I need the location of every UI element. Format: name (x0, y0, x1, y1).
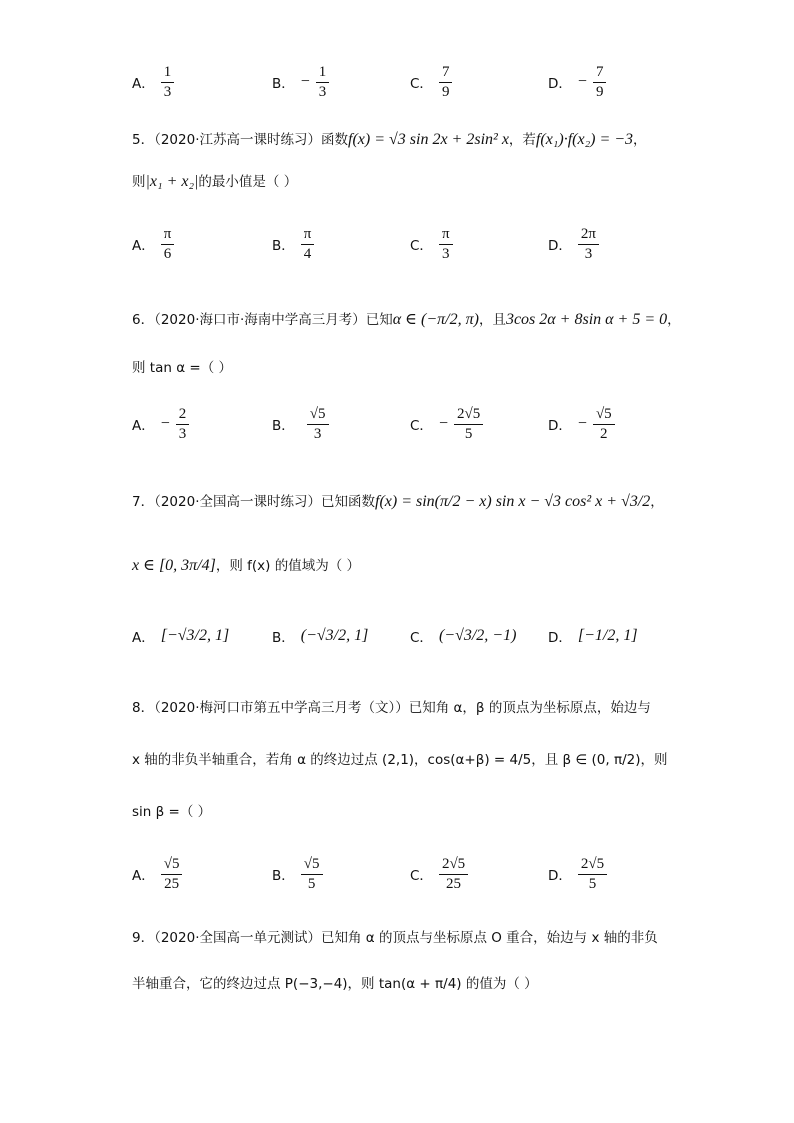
q8-option-c (410, 856, 468, 892)
option-label: D． (548, 238, 572, 254)
q7-option-d (548, 626, 638, 646)
option-label: B． (272, 238, 295, 254)
fraction: $\frac{7}{9}$ (593, 64, 607, 100)
minus-sign: − (577, 415, 587, 432)
minus-sign: − (160, 415, 170, 432)
q5-stem-line1 (132, 128, 647, 149)
q5-tail: ， (633, 132, 647, 148)
q7-option-a (132, 626, 229, 646)
q7-options (132, 626, 692, 656)
q6-stem-line1 (132, 308, 681, 329)
q5-option-a (132, 226, 174, 262)
interval: [−√3/2, 1] (160, 627, 230, 644)
minus-sign: − (577, 73, 587, 90)
q5-abs-expr: |x₁ + x₂| (145, 173, 199, 190)
q6-options (132, 406, 692, 450)
q8-line2: x 轴的非负半轴重合，若角 α 的终边过点 (2,1)，cos(α+β) = 4/5，且 β ∈ (0, π/2)，则 (132, 752, 668, 768)
q7-option-b (272, 626, 368, 646)
q9-line1: 9．（2020·全国高一单元测试）已知角 α 的顶点与坐标原点 O 重合，始边与 x 轴的非负 (132, 930, 658, 946)
option-label: D． (548, 630, 572, 646)
q8-option-d (548, 856, 607, 892)
fraction: $\frac{1}{3}$ (161, 64, 175, 100)
q7-stem-line2 (132, 554, 360, 575)
interval: (−√3/2, −1) (438, 627, 517, 644)
q6-prefix: 6．（2020·海口市·海南中学高三月考）已知 (132, 312, 393, 328)
q8-line3: sin β =（ ） (132, 804, 212, 820)
q9-stem-line1 (132, 926, 658, 946)
option-label: A． (132, 630, 155, 646)
q8-stem-line3 (132, 800, 211, 820)
q5-stem-line2 (132, 170, 297, 191)
fraction: $\frac{2√5}{5}$ (454, 406, 483, 442)
q5-mid: ，若 (508, 132, 536, 148)
q7-tail: ， (650, 494, 664, 510)
option-label: A． (132, 76, 155, 92)
option-label: A． (132, 418, 155, 434)
q5-prefix: 5．（2020·江苏高一课时练习）函数 (132, 132, 348, 148)
option-label: B． (272, 630, 295, 646)
minus-sign: − (438, 415, 448, 432)
fraction: $\frac{\pi}{4}$ (301, 226, 315, 262)
q6-option-a (132, 406, 189, 442)
fraction: $\frac{√5}{2}$ (593, 406, 615, 442)
q5-option-b (272, 226, 314, 262)
fraction: $\frac{\pi}{6}$ (161, 226, 175, 262)
q7-function: f(x) = sin(π/2 − x) sin x − √3 cos² x + √3/2 (375, 493, 651, 510)
q6-mid: ，且 (478, 312, 506, 328)
fraction: $\frac{2}{3}$ (176, 406, 190, 442)
q7-prefix: 7．（2020·全国高一课时练习）已知函数 (132, 494, 375, 510)
option-label: B． (272, 418, 295, 434)
option-label: C． (410, 418, 433, 434)
q7-domain: x ∈ [0, 3π/4] (132, 557, 216, 574)
q8-option-b (272, 856, 323, 892)
option-label: B． (272, 76, 295, 92)
q5-option-d (548, 226, 599, 262)
q4-option-b (272, 64, 329, 100)
fraction: $\frac{2√5}{25}$ (439, 856, 468, 892)
q6-option-c (410, 406, 483, 442)
q6-line2: 则 tan α =（ ） (132, 360, 232, 376)
q6-set: α ∈ (−π/2, π) (392, 311, 479, 328)
fraction: $\frac{2√5}{5}$ (578, 856, 607, 892)
q8-stem-line1 (132, 696, 651, 716)
q8-stem-line2 (132, 748, 667, 768)
q4-option-d (548, 64, 606, 100)
q6-equation: 3cos 2α + 8sin α + 5 = 0 (505, 311, 668, 328)
option-label: C． (410, 76, 433, 92)
fraction: $\frac{1}{3}$ (316, 64, 330, 100)
q9-line2: 半轴重合，它的终边过点 P(−3,−4)，则 tan(α + π/4) 的值为（ ） (132, 976, 538, 992)
q8-option-a (132, 856, 182, 892)
q6-option-b (272, 406, 329, 442)
q5-line2-pre: 则 (132, 174, 146, 190)
fraction: $\frac{√5}{25}$ (161, 856, 183, 892)
option-label: C． (410, 238, 433, 254)
q4-option-a (132, 64, 174, 100)
q4-options (132, 62, 692, 102)
option-label: C． (410, 868, 433, 884)
q5-options (132, 226, 692, 266)
minus-sign: − (300, 73, 310, 90)
option-label: D． (548, 76, 572, 92)
q8-line1: 8．（2020·梅河口市第五中学高三月考（文））已知角 α，β 的顶点为坐标原点，始边与 (132, 700, 651, 716)
option-label: A． (132, 868, 155, 884)
q9-stem-line2 (132, 972, 538, 992)
q5-formula: f(x) = √3 sin 2x + 2sin² x (348, 131, 509, 148)
option-label: A． (132, 238, 155, 254)
fraction: $\frac{√5}{5}$ (301, 856, 323, 892)
q6-stem-line2 (132, 356, 232, 376)
fraction: $\frac{2\pi}{3}$ (578, 226, 599, 262)
q5-option-c (410, 226, 453, 262)
q8-options (132, 856, 692, 900)
option-label: D． (548, 418, 572, 434)
option-label: B． (272, 868, 295, 884)
fraction: $\frac{7}{9}$ (439, 64, 453, 100)
q7-line2-post: ，则 f(x) 的值域为（ ） (215, 558, 361, 574)
q5-line2-post: 的最小值是（ ） (198, 174, 298, 190)
option-label: D． (548, 868, 572, 884)
q6-option-d (548, 406, 615, 442)
q4-option-c (410, 64, 452, 100)
fraction: $\frac{√5}{3}$ (307, 406, 329, 442)
q7-stem-line1 (132, 490, 664, 511)
option-label: C． (410, 630, 433, 646)
q6-tail: ， (667, 312, 681, 328)
fraction: $\frac{\pi}{3}$ (439, 226, 453, 262)
q7-option-c (410, 626, 516, 646)
q5-condition: f(x₁)·f(x₂) = −3 (535, 131, 634, 148)
interval: (−√3/2, 1] (300, 627, 369, 644)
interval: [−1/2, 1] (577, 627, 638, 644)
